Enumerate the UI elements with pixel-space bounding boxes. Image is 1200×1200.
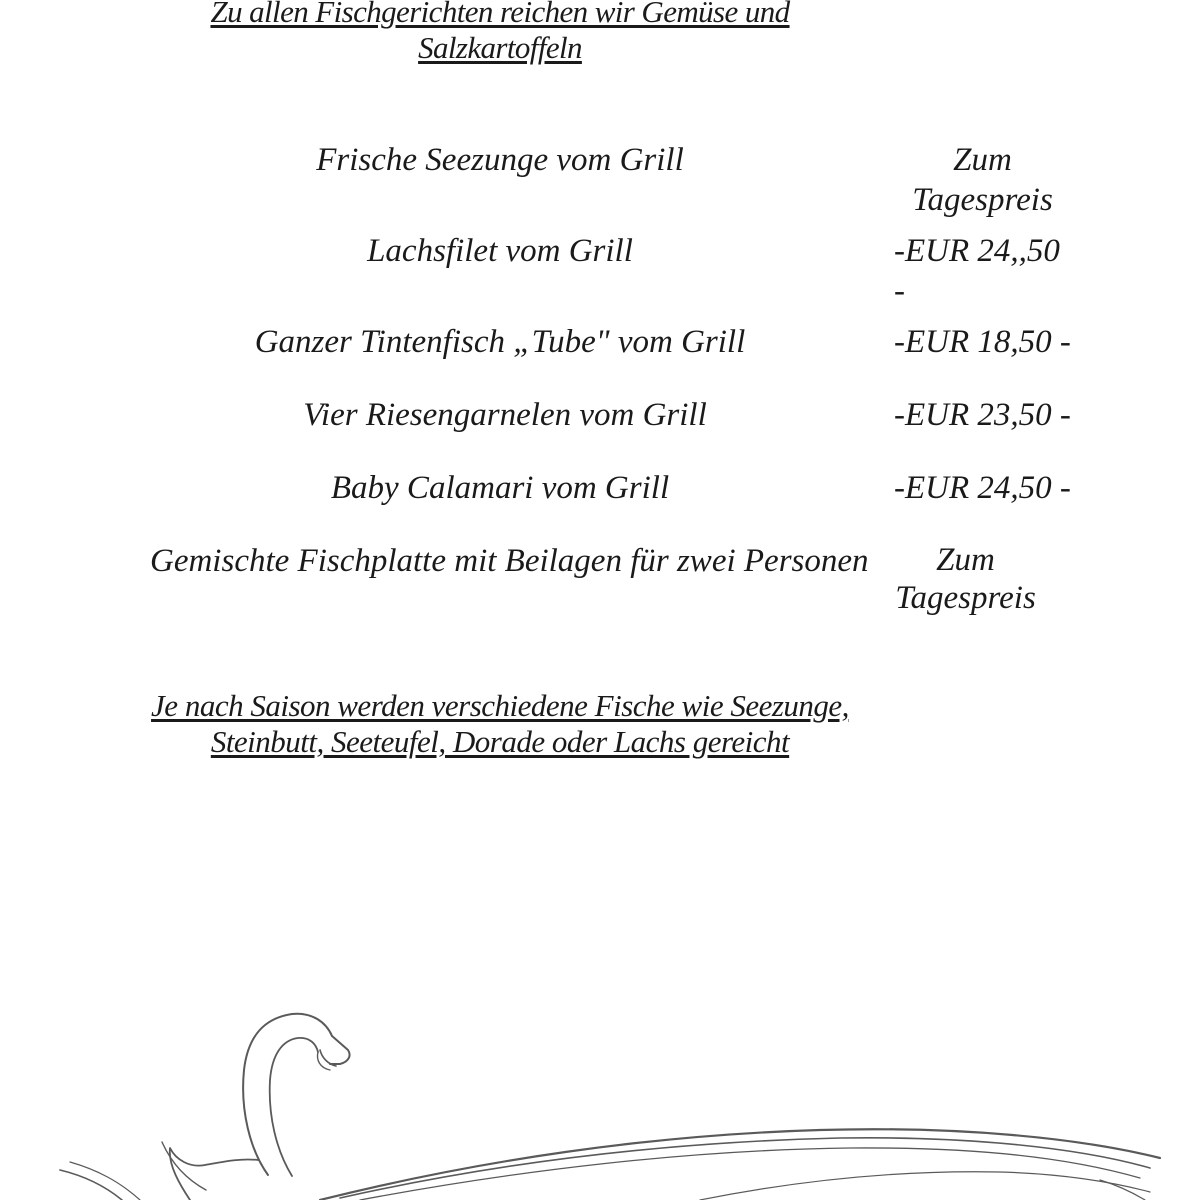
- price-line-2: -: [894, 273, 905, 309]
- dish-price: -EUR 23,50 -: [894, 397, 1071, 433]
- swan-sketch-icon: [0, 990, 1200, 1200]
- side-dish-note-line-1: Zu allen Fischgerichten reichen wir Gemüse und: [210, 0, 790, 29]
- dish-price: -EUR 18,50 -: [894, 324, 1071, 360]
- side-dish-note-line-2: Salzkartoffeln: [418, 30, 582, 65]
- dish-name: Lachsfilet vom Grill: [367, 233, 633, 269]
- dish-price: -EUR 24,50 -: [894, 470, 1071, 506]
- price-line-2: Tagespreis: [912, 182, 1053, 218]
- seasonal-fish-note-line-1: Je nach Saison werden verschiedene Fische wie Seezunge,: [151, 688, 849, 723]
- dish-name: Baby Calamari vom Grill: [330, 470, 670, 506]
- seasonal-fish-note-line-2: Steinbutt, Seeteufel, Dorade oder Lachs gereicht: [210, 724, 790, 759]
- price-line-1: Zum: [953, 142, 1012, 178]
- dish-price: [888, 541, 1043, 617]
- dish-name: Gemischte Fischplatte mit Beilagen für zwei Personen: [150, 543, 869, 579]
- seasonal-fish-note: [150, 688, 850, 760]
- dish-name: Vier Riesengarnelen vom Grill: [303, 397, 707, 433]
- price-line-1: -EUR 24,,50: [894, 233, 1060, 269]
- side-dish-note: [200, 0, 800, 66]
- price-line-1: Zum: [936, 542, 995, 578]
- dish-price: [894, 231, 1060, 311]
- price-line-2: Tagespreis: [895, 580, 1036, 616]
- dish-price: [905, 140, 1060, 220]
- dish-name: Ganzer Tintenfisch „Tube" vom Grill: [254, 324, 746, 360]
- dish-name: Frische Seezunge vom Grill: [316, 142, 684, 178]
